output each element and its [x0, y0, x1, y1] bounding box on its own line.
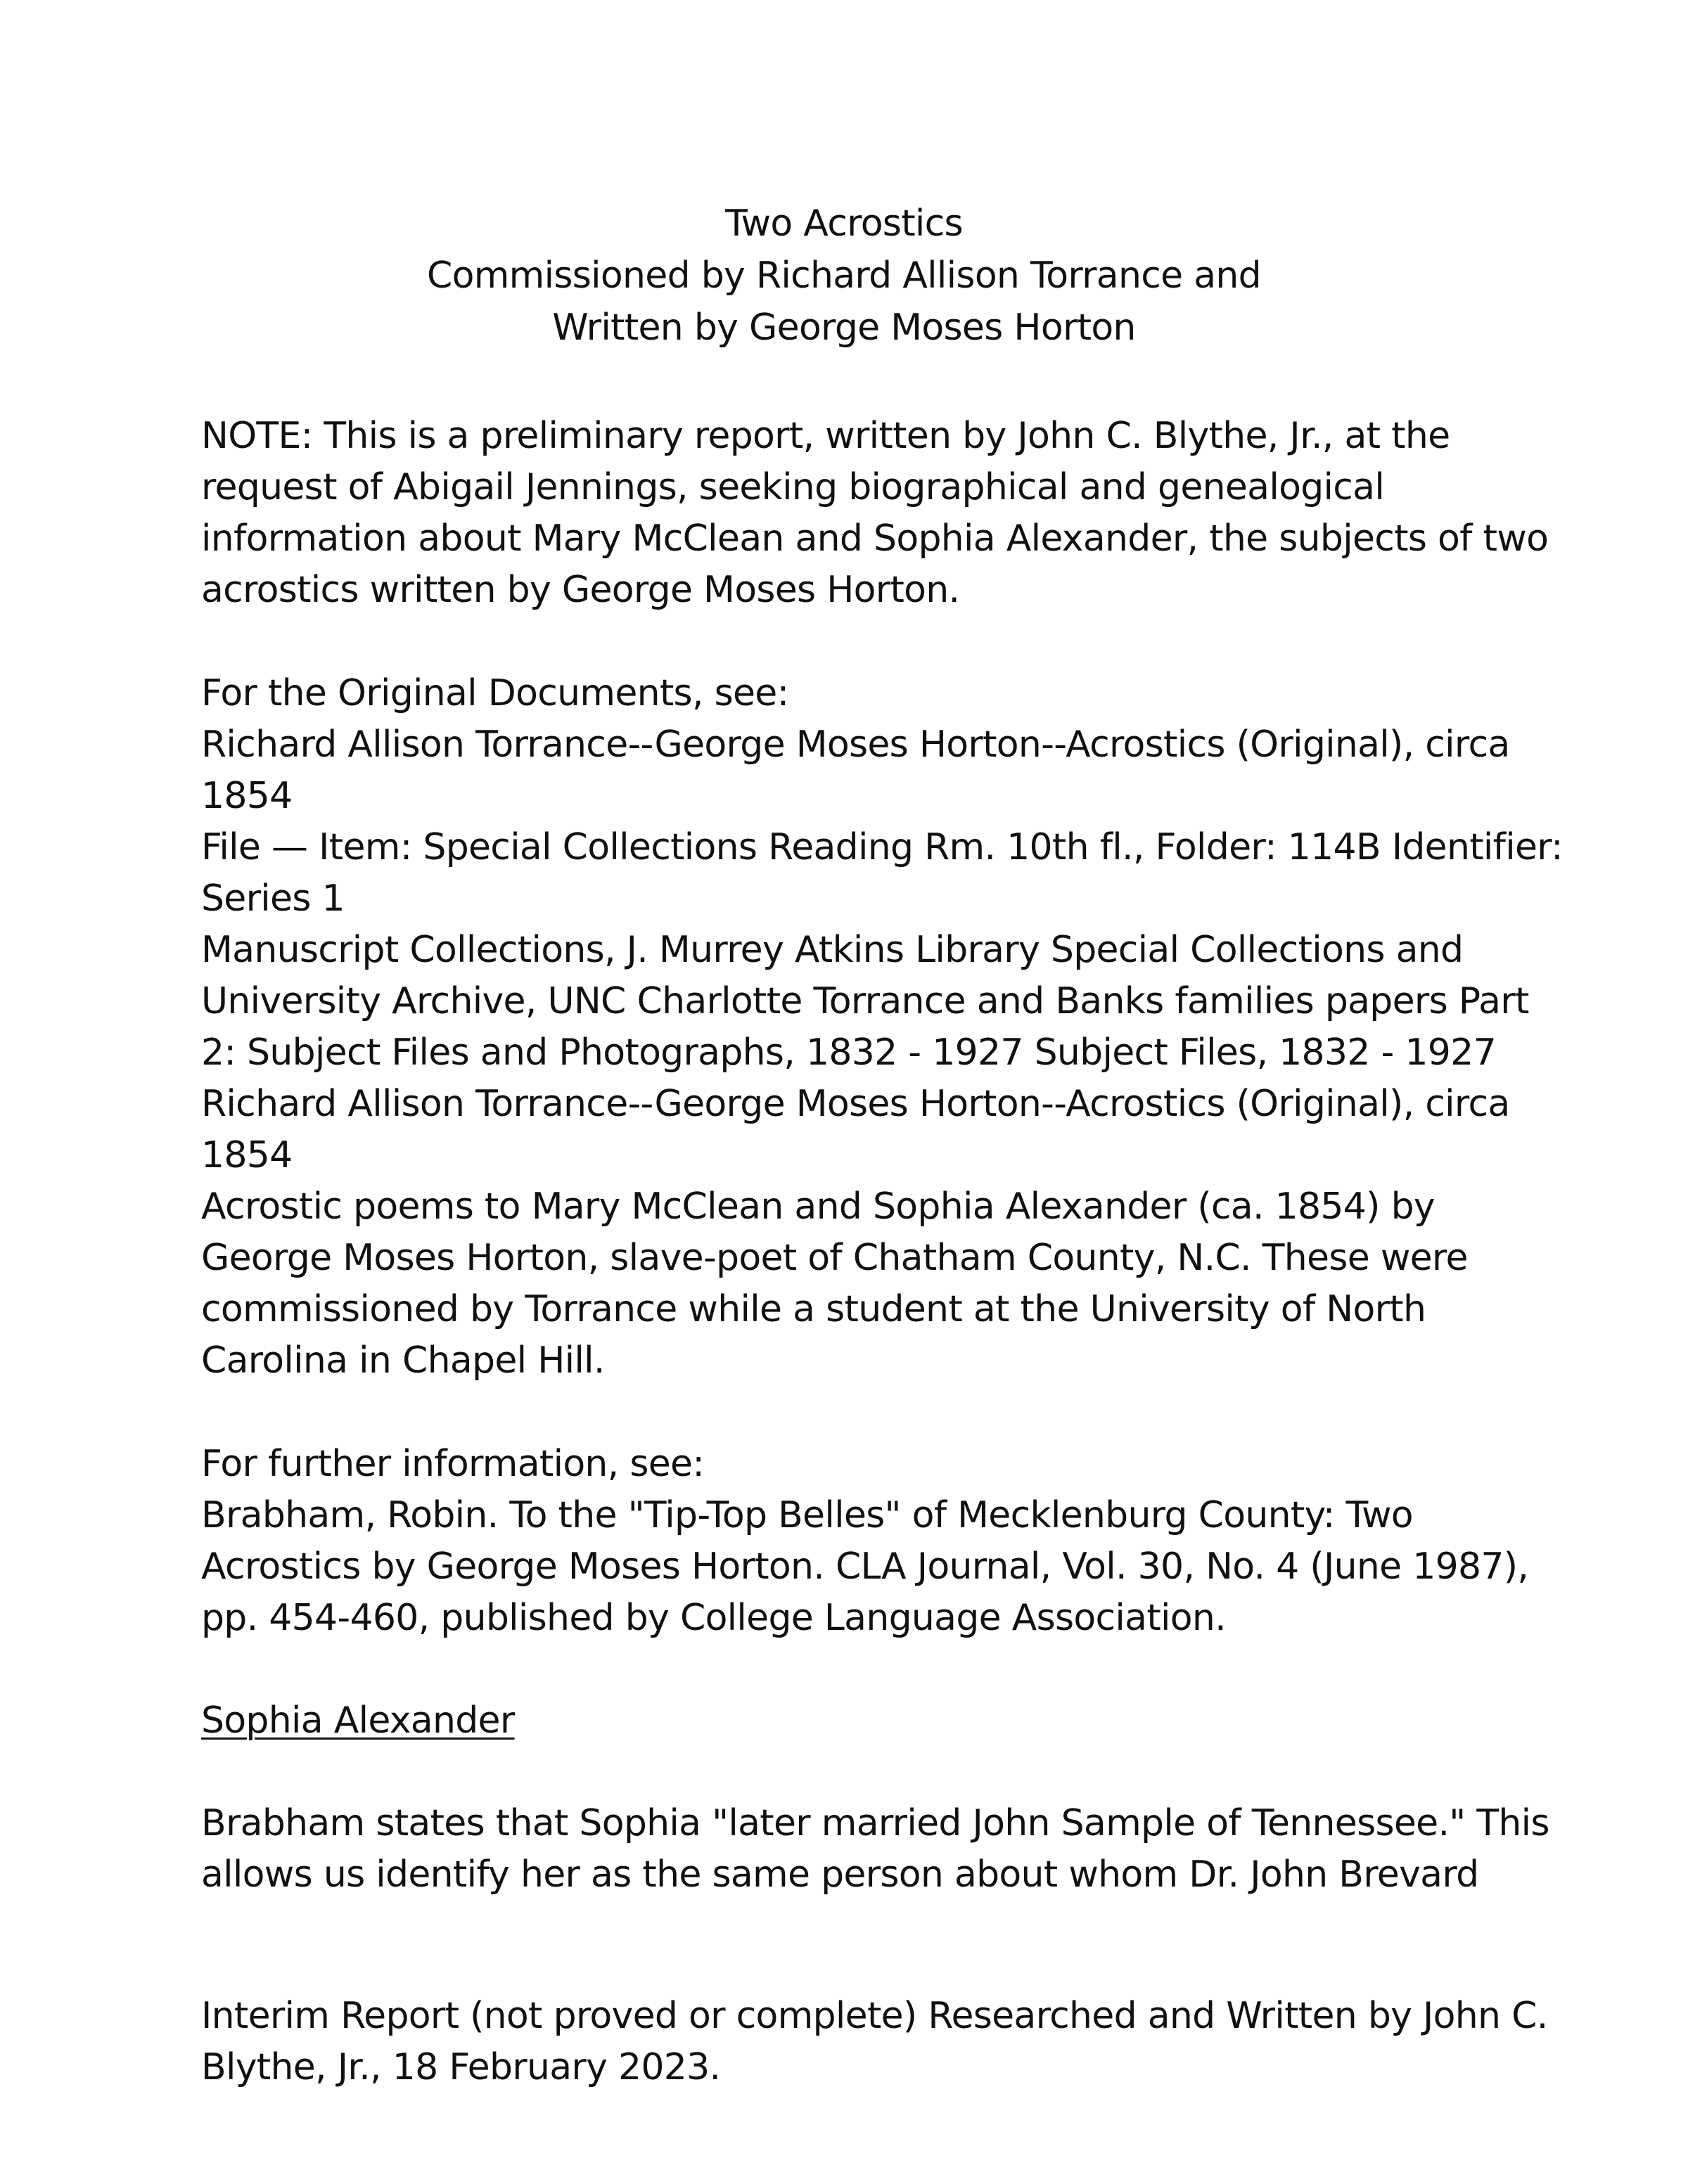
original-documents-line: 2: Subject Files and Photographs, 1832 - 1927 Subject Files, 1832 - 1927	[201, 1032, 1496, 1074]
further-information-line: Brabham, Robin. To the "Tip-Top Belles" of Mecklenburg County: Two	[201, 1494, 1413, 1536]
further-information-line: For further information, see:	[201, 1443, 705, 1485]
original-documents-line: Acrostic poems to Mary McClean and Sophia Alexander (ca. 1854) by	[201, 1186, 1435, 1228]
original-documents-line: George Moses Horton, slave-poet of Chatham County, N.C. These were	[201, 1237, 1468, 1279]
further-information-line: pp. 454-460, published by College Language Association.	[201, 1597, 1226, 1639]
original-documents-line: 1854	[201, 1134, 293, 1176]
note-line: acrostics written by George Moses Horton.	[201, 569, 960, 611]
original-documents-line: Manuscript Collections, J. Murrey Atkins Library Special Collections and	[201, 929, 1464, 971]
sophia-paragraph-line: Brabham states that Sophia "later married John Sample of Tennessee." This	[201, 1802, 1549, 1844]
footer-line: Interim Report (not proved or complete) Researched and Written by John C.	[201, 1995, 1548, 2037]
section-heading-sophia-alexander: Sophia Alexander	[201, 1700, 515, 1742]
original-documents-line: Richard Allison Torrance--George Moses Horton--Acrostics (Original), circa	[201, 1083, 1510, 1125]
original-documents-line: Richard Allison Torrance--George Moses Horton--Acrostics (Original), circa	[201, 724, 1510, 766]
title-line-3: Written by George Moses Horton	[552, 307, 1136, 349]
note-line: NOTE: This is a preliminary report, written by John C. Blythe, Jr., at the	[201, 415, 1450, 457]
further-information-line: Acrostics by George Moses Horton. CLA Journal, Vol. 30, No. 4 (June 1987),	[201, 1546, 1529, 1588]
title-line-1: Two Acrostics	[725, 203, 963, 245]
title-line-2: Commissioned by Richard Allison Torrance and	[427, 255, 1261, 297]
sophia-paragraph-line: allows us identify her as the same person about whom Dr. John Brevard	[201, 1854, 1479, 1896]
original-documents-line: 1854	[201, 775, 293, 817]
original-documents-line: For the Original Documents, see:	[201, 672, 789, 714]
original-documents-line: University Archive, UNC Charlotte Torrance and Banks families papers Part	[201, 980, 1529, 1022]
original-documents-line: commissioned by Torrance while a student at the University of North	[201, 1288, 1426, 1330]
note-line: information about Mary McClean and Sophia Alexander, the subjects of two	[201, 518, 1549, 560]
original-documents-line: Carolina in Chapel Hill.	[201, 1340, 605, 1382]
footer-line: Blythe, Jr., 18 February 2023.	[201, 2046, 721, 2088]
original-documents-line: Series 1	[201, 878, 345, 920]
note-line: request of Abigail Jennings, seeking biographical and genealogical	[201, 466, 1385, 508]
original-documents-line: File — Item: Special Collections Reading Rm. 10th fl., Folder: 114B Identifier:	[201, 826, 1563, 868]
